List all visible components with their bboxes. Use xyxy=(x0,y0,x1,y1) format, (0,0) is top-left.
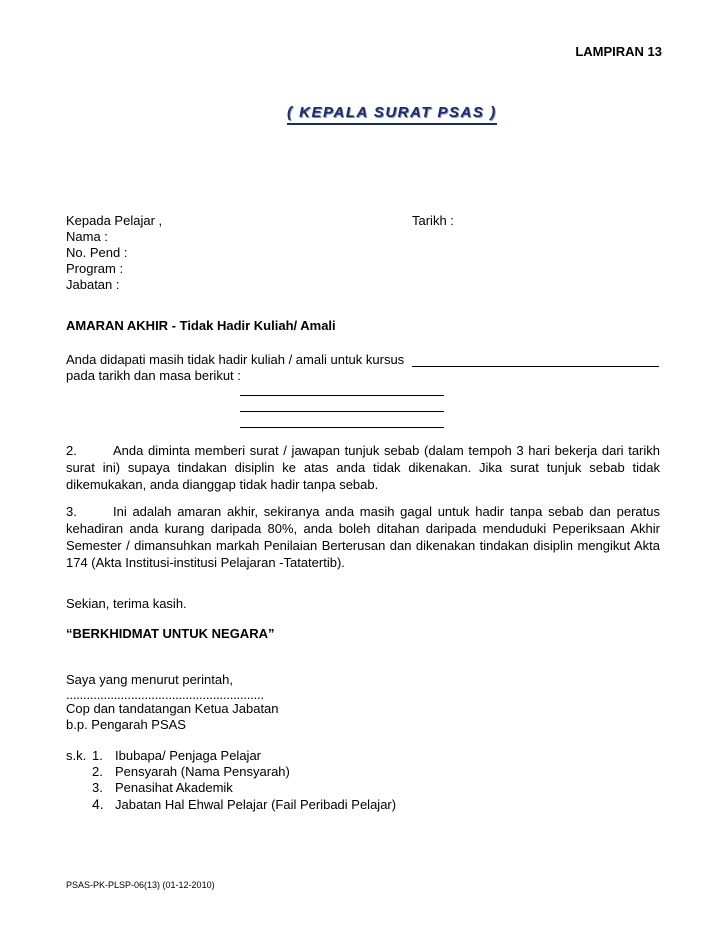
paragraph-2 xyxy=(66,442,660,493)
sk-item-text: Jabatan Hal Ehwal Pelajar (Fail Peribadi Pelajar) xyxy=(115,797,397,812)
sk-item-number: 2. xyxy=(92,764,103,779)
sk-prefix: s.k. xyxy=(66,748,87,763)
paragraph-2-number: 2. xyxy=(66,443,77,458)
document-code-footer: PSAS-PK-PLSP-06(13) (01-12-2010) xyxy=(66,880,215,890)
intro-line: Anda didapati masih tidak hadir kuliah / amali untuk kursus xyxy=(66,352,405,367)
intro-line-2: pada tarikh dan masa berikut : xyxy=(66,368,241,383)
sk-item-number: 4. xyxy=(92,796,104,812)
kepada-label: Kepada Pelajar , xyxy=(66,213,163,228)
sk-item-number: 1. xyxy=(92,748,103,763)
program-label: Program : xyxy=(66,261,124,276)
date-blank-line-2 xyxy=(240,411,444,412)
sk-item-text: Pensyarah (Nama Pensyarah) xyxy=(115,764,290,779)
date-blank-line-1 xyxy=(240,395,444,396)
motto-text: “BERKHIDMAT UNTUK NEGARA” xyxy=(66,626,275,641)
sk-item-text: Penasihat Akademik xyxy=(115,780,233,795)
saya-text: Saya yang menurut perintah, xyxy=(66,672,233,687)
sekian-text: Sekian, terima kasih. xyxy=(66,596,187,611)
course-blank-line xyxy=(412,366,659,367)
paragraph-2-text: Anda diminta memberi surat / jawapan tunjuk sebab (dalam tempoh 3 hari bekerja dari tarikh surat ini) supaya tindakan disiplin ke atas anda tidak dikenakan. Jika surat tunjuk sebab tidak dikemukakan, anda dianggap tidak hadir tanpa sebab. xyxy=(66,443,660,492)
paragraph-3 xyxy=(66,503,660,571)
lampiran-label: LAMPIRAN 13 xyxy=(575,44,662,59)
nama-label: Nama : xyxy=(66,229,108,244)
sk-item-number: 3. xyxy=(92,780,103,795)
tarikh-label: Tarikh : xyxy=(412,213,454,228)
signature-dots: .......................................................... xyxy=(66,687,264,702)
sk-item-text: Ibubapa/ Penjaga Pelajar xyxy=(115,748,262,763)
paragraph-3-text: Ini adalah amaran akhir, sekiranya anda masih gagal untuk hadir tanpa sebab dan peratus kehadiran anda kurang daripada 80%, anda boleh ditahan daripada menduduki Peperiksaan Akhir Semester / dimansuhkan markah Penilaian Berterusan dan dikenakan tindakan disiplin mengikut Akta 174 (Akta Institusi-institusi Pelajaran -Tatatertib). xyxy=(66,504,660,570)
subject-heading: AMARAN AKHIR - Tidak Hadir Kuliah/ Amali xyxy=(66,318,336,333)
bp-text: b.p. Pengarah PSAS xyxy=(66,717,186,732)
paragraph-3-number: 3. xyxy=(66,504,77,519)
date-blank-line-3 xyxy=(240,427,444,428)
letterhead-placeholder: ( KEPALA SURAT PSAS ) xyxy=(287,104,497,125)
jabatan-label: Jabatan : xyxy=(66,277,120,292)
no-pend-label: No. Pend : xyxy=(66,245,128,260)
cop-text: Cop dan tandatangan Ketua Jabatan xyxy=(66,701,279,716)
